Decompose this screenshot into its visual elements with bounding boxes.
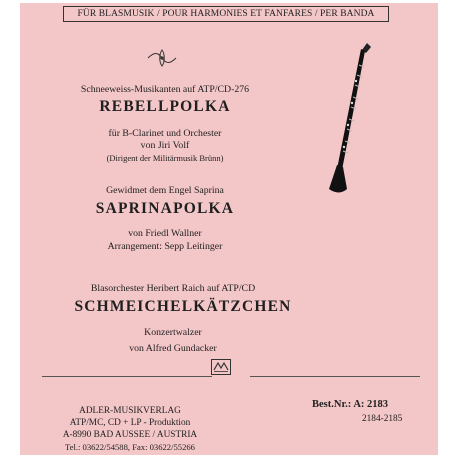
piece2-arranger: Arrangement: Sepp Leitinger xyxy=(107,241,223,252)
piece2-intro: Gewidmet dem Engel Saprina xyxy=(106,185,224,196)
piece1-note: (Dirigent der Militärmusik Brünn) xyxy=(106,153,224,163)
piece1-intro: Schneeweiss-Musikanten auf ATP/CD-276 xyxy=(80,84,250,95)
clarinet-icon xyxy=(325,41,375,201)
publisher-production: ATP/MC, CD + LP - Produktion xyxy=(69,418,191,428)
instrumentation-banner: FÜR BLASMUSIK / POUR HARMONIES ET FANFARES / PER BANDA xyxy=(63,6,389,22)
piece1-subtitle: für B-Clarinet und Orchester xyxy=(108,128,222,139)
publisher-address: A-8990 BAD AUSSEE / AUSTRIA xyxy=(62,430,198,440)
divider-right xyxy=(250,376,420,377)
order-number-range: 2184-2185 xyxy=(362,414,403,424)
divider-left xyxy=(42,376,212,377)
piece3-composer: von Alfred Gundacker xyxy=(129,343,217,354)
publisher-logo-icon xyxy=(211,359,231,375)
score-cover xyxy=(20,3,438,455)
order-number: Best.Nr.: A: 2183 xyxy=(312,399,389,410)
piece2-title: SAPRINAPOLKA xyxy=(95,200,235,217)
piece2-composer: von Friedl Wallner xyxy=(128,228,202,239)
publisher-phone: Tel.: 03622/54588, Fax: 03622/55266 xyxy=(65,442,195,452)
piece1-title: REBELLPOLKA xyxy=(99,98,231,115)
publisher-name: ADLER-MUSIKVERLAG xyxy=(79,406,181,416)
piece1-composer: von Jiri Volf xyxy=(140,140,190,151)
piece3-title: SCHMEICHELKÄTZCHEN xyxy=(74,298,292,315)
piece3-intro: Blasorchester Heribert Raich auf ATP/CD xyxy=(90,283,256,294)
ornament-icon xyxy=(146,48,178,68)
piece3-subtitle: Konzertwalzer xyxy=(144,327,202,338)
